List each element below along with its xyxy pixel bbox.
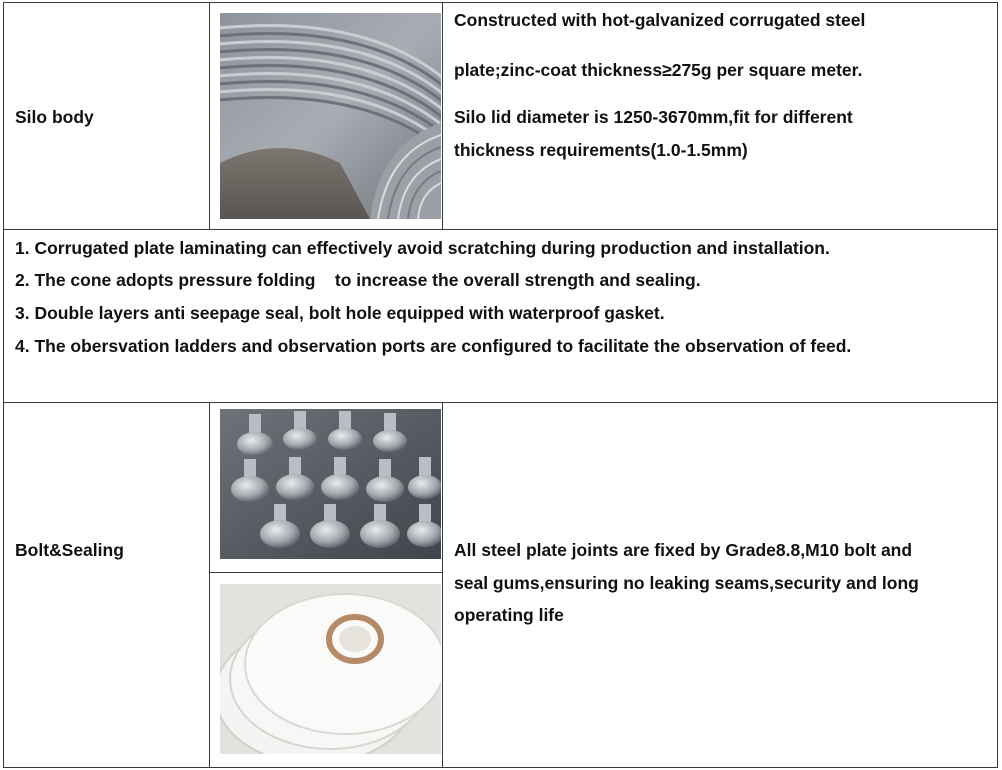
silo-body-desc-line-3: Silo lid diameter is 1250-3670mm,fit for different [454, 107, 853, 127]
feature-item: 2. The cone adopts pressure folding to increase the overall strength and sealing. [15, 270, 701, 290]
row-divider-2 [3, 402, 998, 403]
corrugated-steel-photo [220, 13, 441, 219]
silo-body-desc-line-1: Constructed with hot-galvanized corrugated steel [454, 10, 866, 30]
image-cell-divider [209, 572, 442, 573]
col-divider-1-bottom [209, 402, 210, 767]
silo-body-desc-line-4: thickness requirements(1.0-1.5mm) [454, 140, 748, 160]
bolts-photo [220, 409, 441, 559]
col-divider-2-top [442, 2, 443, 229]
bolt-sealing-desc-line-1: All steel plate joints are fixed by Grade8.8,M10 bolt and [454, 540, 913, 560]
sealing-tape-photo [220, 584, 441, 754]
silo-body-desc-line-2: plate;zinc-coat thickness≥275g per square meter. [454, 60, 863, 80]
table-border-left [3, 2, 4, 768]
col-divider-2-bottom [442, 402, 443, 767]
feature-item: 3. Double layers anti seepage seal, bolt hole equipped with waterproof gasket. [15, 303, 665, 323]
table-border-top [3, 2, 998, 3]
silo-body-label: Silo body [15, 107, 94, 127]
col-divider-1-top [209, 2, 210, 229]
table-border-right [997, 2, 998, 768]
bolt-sealing-label: Bolt&Sealing [15, 540, 124, 560]
feature-item: 1. Corrugated plate laminating can effectively avoid scratching during production and installation. [15, 238, 830, 258]
table-border-bottom [3, 767, 998, 768]
bolt-sealing-desc-line-3: operating life [454, 605, 564, 625]
row-divider-1 [3, 229, 998, 230]
bolt-sealing-desc-line-2: seal gums,ensuring no leaking seams,security and long [454, 573, 919, 593]
feature-item: 4. The obersvation ladders and observation ports are configured to facilitate the observation of feed. [15, 336, 852, 356]
